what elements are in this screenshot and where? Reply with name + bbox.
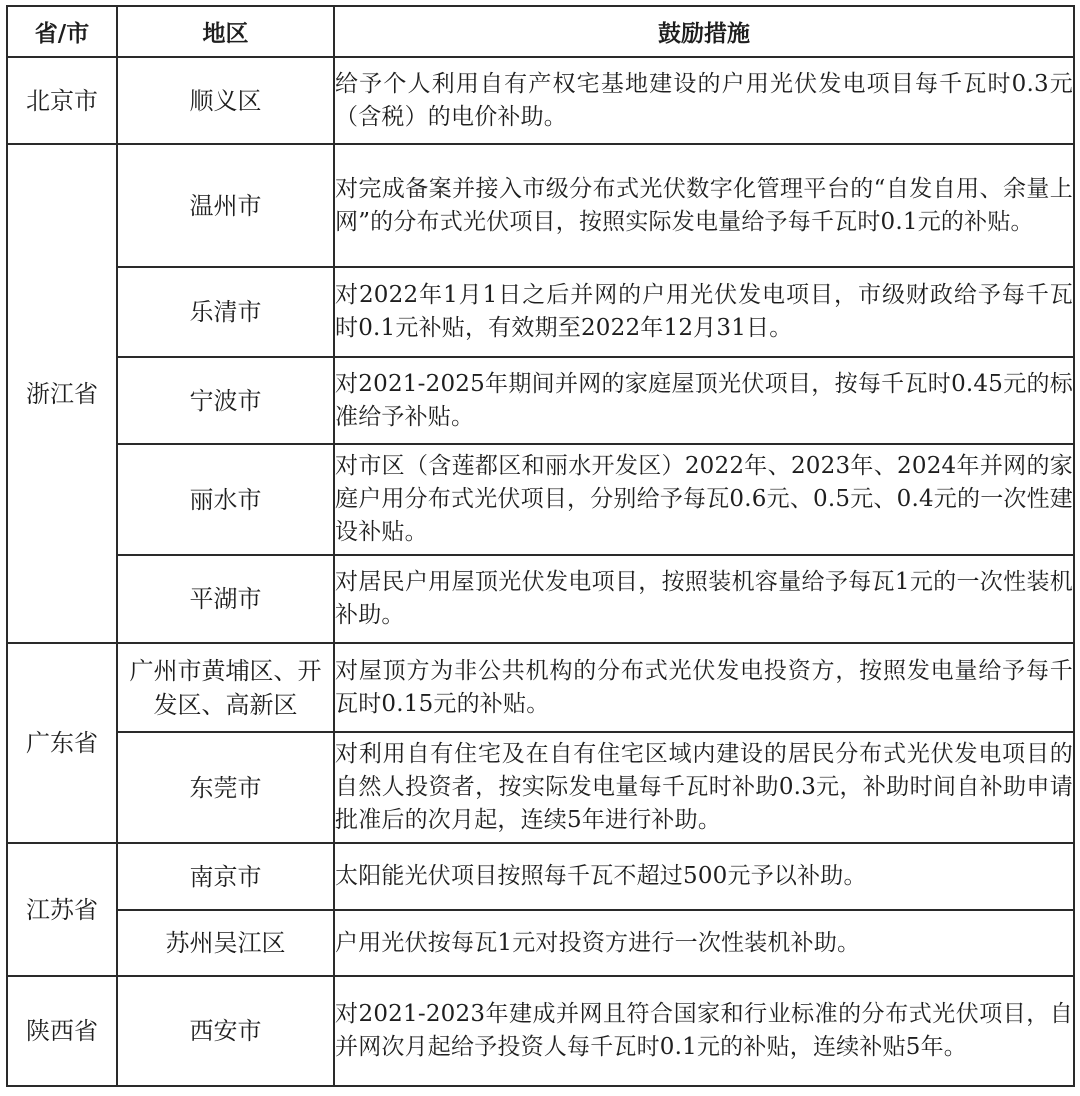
table-row xyxy=(7,144,1074,267)
measure-cell: 对居民户用屋顶光伏发电项目，按照装机容量给予每瓦1元的一次性装机补助。 xyxy=(334,555,1074,643)
header-measure: 鼓励措施 xyxy=(334,6,1074,57)
table-row xyxy=(7,57,1074,144)
province-cell: 浙江省 xyxy=(7,144,117,643)
region-cell: 宁波市 xyxy=(117,357,334,444)
measure-cell: 对2021-2023年建成并网且符合国家和行业标准的分布式光伏项目，自并网次月起给予投资人每千瓦时0.1元的补贴，连续补贴5年。 xyxy=(334,976,1074,1086)
region-cell: 乐清市 xyxy=(117,267,334,357)
header-region: 地区 xyxy=(117,6,334,57)
table-row xyxy=(7,910,1074,976)
region-cell: 平湖市 xyxy=(117,555,334,643)
table-row xyxy=(7,976,1074,1086)
region-cell: 苏州吴江区 xyxy=(117,910,334,976)
table-row xyxy=(7,357,1074,444)
table-row xyxy=(7,444,1074,555)
region-cell: 丽水市 xyxy=(117,444,334,555)
province-cell: 陕西省 xyxy=(7,976,117,1086)
measure-cell: 对屋顶方为非公共机构的分布式光伏发电投资方，按照发电量给予每千瓦时0.15元的补贴。 xyxy=(334,643,1074,732)
measure-cell: 户用光伏按每瓦1元对投资方进行一次性装机补助。 xyxy=(334,910,1074,976)
header-row xyxy=(7,6,1074,57)
measure-cell: 对利用自有住宅及在自有住宅区域内建设的居民分布式光伏发电项目的自然人投资者，按实际发电量每千瓦时补助0.3元，补助时间自补助申请批准后的次月起，连续5年进行补助。 xyxy=(334,732,1074,843)
measure-cell: 对2022年1月1日之后并网的户用光伏发电项目，市级财政给予每千瓦时0.1元补贴，有效期至2022年12月31日。 xyxy=(334,267,1074,357)
table-row xyxy=(7,267,1074,357)
measure-cell: 对2021-2025年期间并网的家庭屋顶光伏项目，按每千瓦时0.45元的标准给予补贴。 xyxy=(334,357,1074,444)
province-cell: 江苏省 xyxy=(7,843,117,976)
province-cell: 北京市 xyxy=(7,57,117,144)
region-cell: 东莞市 xyxy=(117,732,334,843)
table-row xyxy=(7,643,1074,732)
region-cell: 温州市 xyxy=(117,144,334,267)
region-cell: 南京市 xyxy=(117,843,334,910)
measure-cell: 对完成备案并接入市级分布式光伏数字化管理平台的“自发自用、余量上网”的分布式光伏项目，按照实际发电量给予每千瓦时0.1元的补贴。 xyxy=(334,144,1074,267)
region-cell: 广州市黄埔区、开发区、高新区 xyxy=(117,643,334,732)
table-row xyxy=(7,732,1074,843)
region-cell: 西安市 xyxy=(117,976,334,1086)
table-row xyxy=(7,555,1074,643)
measure-cell: 太阳能光伏项目按照每千瓦不超过500元予以补助。 xyxy=(334,843,1074,910)
region-cell: 顺义区 xyxy=(117,57,334,144)
measure-cell: 对市区（含莲都区和丽水开发区）2022年、2023年、2024年并网的家庭户用分布式光伏项目，分别给予每瓦0.6元、0.5元、0.4元的一次性建设补贴。 xyxy=(334,444,1074,555)
header-province: 省/市 xyxy=(7,6,117,57)
subsidy-policy-table xyxy=(6,5,1075,1087)
measure-cell: 给予个人利用自有产权宅基地建设的户用光伏发电项目每千瓦时0.3元（含税）的电价补助。 xyxy=(334,57,1074,144)
province-cell: 广东省 xyxy=(7,643,117,843)
table-row xyxy=(7,843,1074,910)
